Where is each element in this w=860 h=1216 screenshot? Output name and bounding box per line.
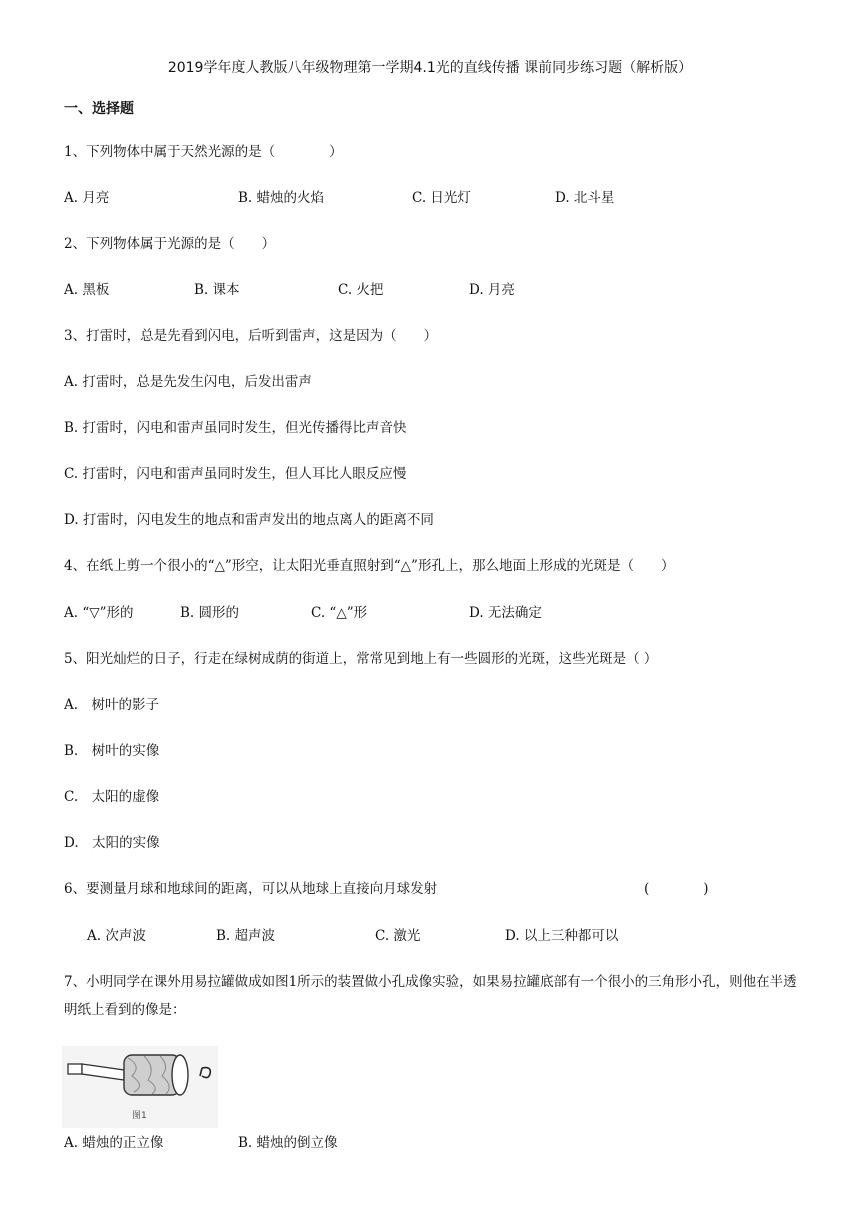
question-1-option-b: B. 蜡烛的火焰 <box>238 190 325 206</box>
section-heading: 一、选择题 <box>64 101 134 117</box>
question-3-stem: 3、打雷时，总是先看到闪电，后听到雷声，这是因为（ ） <box>64 328 438 344</box>
question-3-option-b: B. 打雷时，闪电和雷声虽同时发生，但光传播得比声音快 <box>64 420 407 436</box>
question-5-option-a: A. 树叶的影子 <box>64 697 160 713</box>
question-3-option-c: C. 打雷时，闪电和雷声虽同时发生，但人耳比人眼反应慢 <box>64 466 407 482</box>
question-4-option-c: C. “△”形 <box>311 605 368 621</box>
question-3-option-d: D. 打雷时，闪电发生的地点和雷声发出的地点离人的距离不同 <box>64 512 434 528</box>
figure-caption: 图1 <box>132 1111 147 1121</box>
question-6-option-d: D. 以上三种都可以 <box>505 928 619 944</box>
question-6-option-c: C. 激光 <box>375 928 421 944</box>
pinhole-can-figure <box>62 1046 218 1128</box>
question-6-option-a: A. 次声波 <box>87 928 146 944</box>
question-5-stem: 5、阳光灿烂的日子，行走在绿树成荫的街道上，常常见到地上有一些圆形的光斑，这些光斑是（ ） <box>64 651 658 667</box>
question-4-option-b: B. 圆形的 <box>180 605 240 621</box>
question-2-option-a: A. 黑板 <box>64 282 110 298</box>
question-2-option-c: C. 火把 <box>338 282 384 298</box>
question-1-option-a: A. 月亮 <box>64 190 110 206</box>
question-6-stem: 6、要测量月球和地球间的距离，可以从地球上直接向月球发射 <box>64 881 438 897</box>
question-5-option-c: C. 太阳的虚像 <box>64 789 160 805</box>
translucent-screen <box>172 1055 188 1095</box>
question-4-option-d: D. 无法确定 <box>469 605 542 621</box>
tube-end <box>68 1064 82 1074</box>
question-5-option-b: B. 树叶的实像 <box>64 743 160 759</box>
question-5-option-d: D. 太阳的实像 <box>64 835 160 851</box>
question-7-option-a: A. 蜡烛的正立像 <box>64 1135 164 1151</box>
question-4-stem: 4、在纸上剪一个很小的“△”形空，让太阳光垂直照射到“△”形孔上，那么地面上形成的光斑是（ ） <box>64 558 675 574</box>
question-7-stem: 7、小明同学在课外用易拉罐做成如图1所示的装置做小孔成像实验，如果易拉罐底部有一个很小的三角形小孔，则他在半透明纸上看到的像是： <box>64 974 797 1018</box>
question-3-option-a: A. 打雷时，总是先发生闪电，后发出雷声 <box>64 374 312 390</box>
question-7-option-b: B. 蜡烛的倒立像 <box>238 1135 338 1151</box>
question-6-bracket: ( ) <box>644 881 709 897</box>
question-2-option-b: B. 课本 <box>194 282 240 298</box>
question-2-stem: 2、下列物体属于光源的是（ ） <box>64 236 276 252</box>
question-6-option-b: B. 超声波 <box>216 928 276 944</box>
question-1-option-d: D. 北斗星 <box>555 190 615 206</box>
question-4-option-a: A. “▽”形的 <box>64 605 134 621</box>
question-2-option-d: D. 月亮 <box>469 282 515 298</box>
question-1-stem: 1、下列物体中属于天然光源的是（ ） <box>64 144 343 160</box>
pinhole-can-illustration <box>62 1046 218 1128</box>
document-title: 2019学年度人教版八年级物理第一学期4.1光的直线传播 课前同步练习题（解析版） <box>167 60 693 76</box>
question-1-option-c: C. 日光灯 <box>412 190 471 206</box>
